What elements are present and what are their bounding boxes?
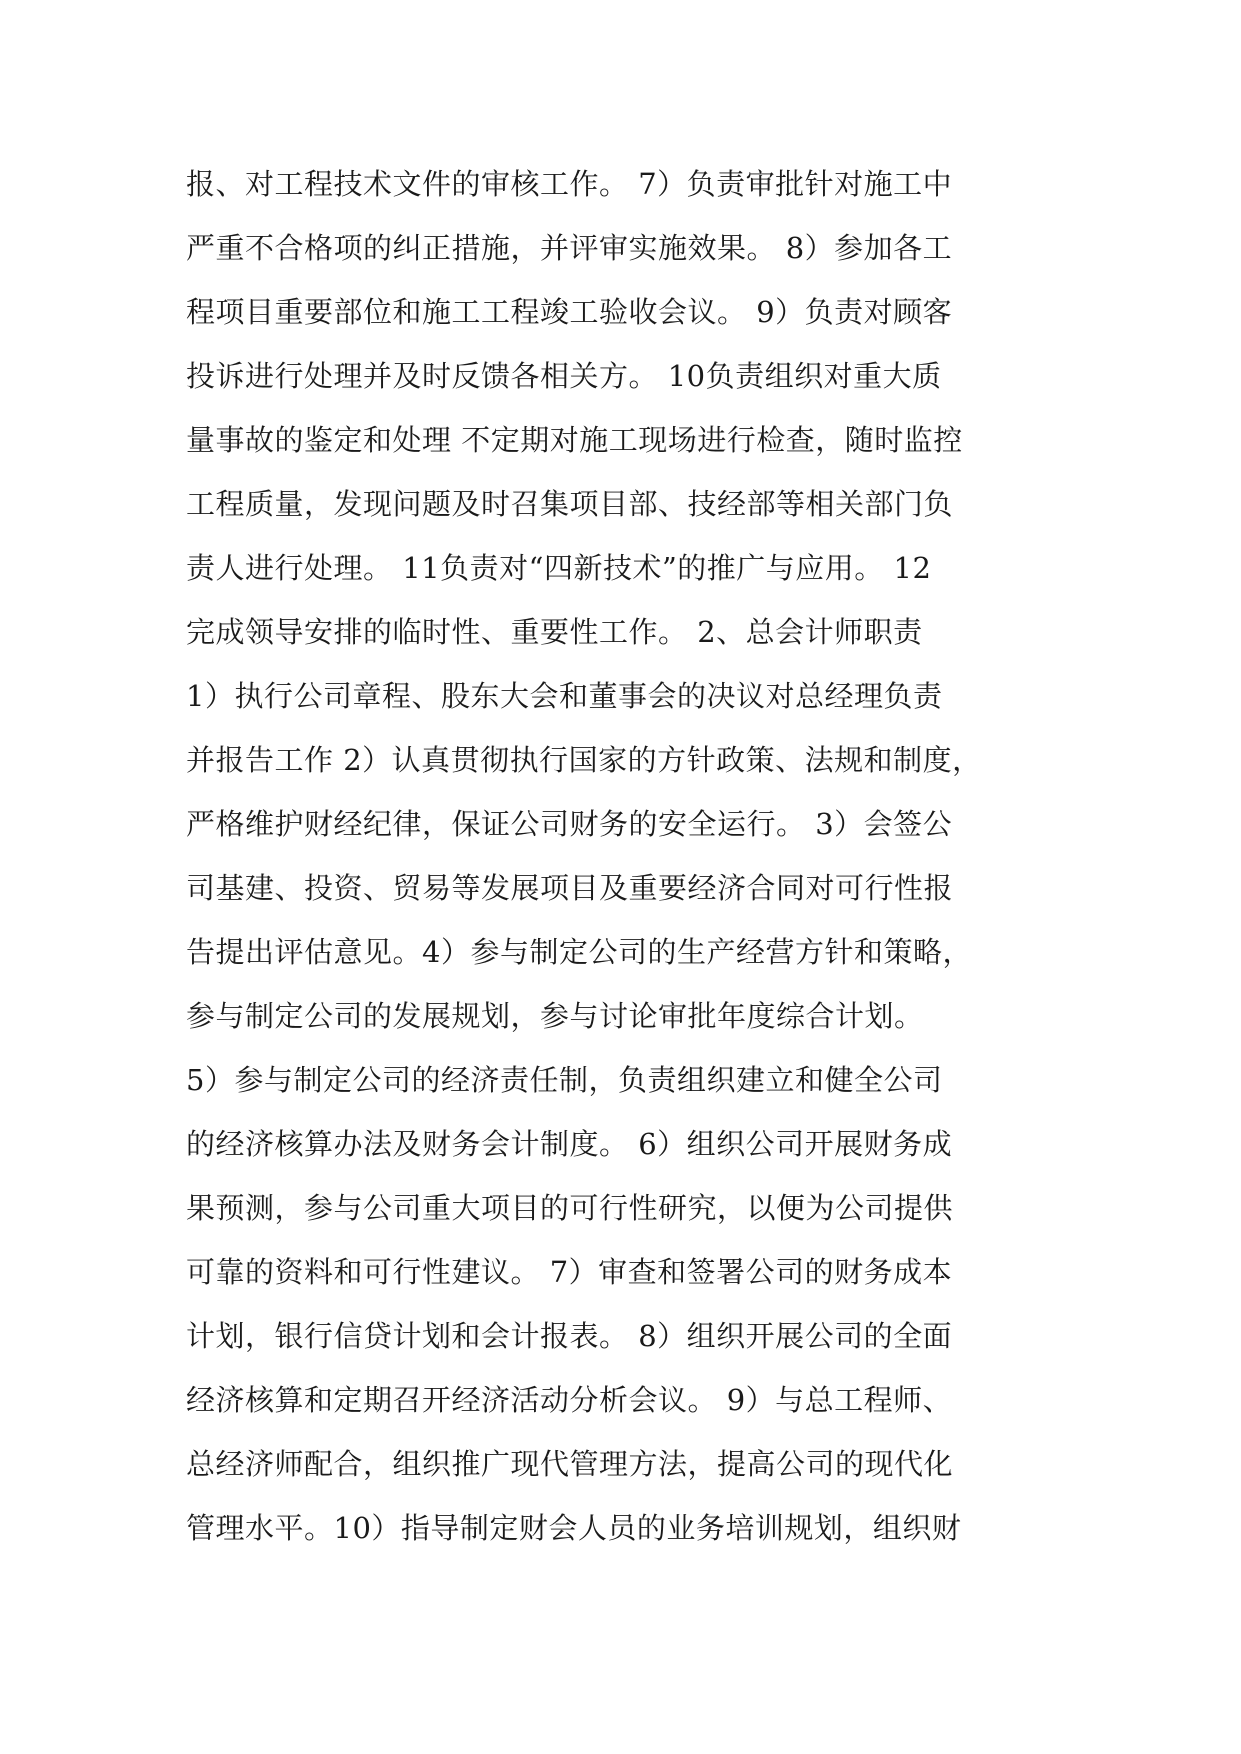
text-line: 责人进行处理。 11负责对“四新技术”的推广与应用。 12 <box>186 551 932 585</box>
text-line: 总经济师配合，组织推广现代管理方法，提高公司的现代化 <box>186 1447 954 1481</box>
text-line: 果预测，参与公司重大项目的可行性研究，以便为公司提供 <box>186 1191 954 1225</box>
text-line: 参与制定公司的发展规划，参与讨论审批年度综合计划。 <box>186 999 924 1033</box>
body-text <box>186 152 1066 1560</box>
text-line: 量事故的鉴定和处理 不定期对施工现场进行检查，随时监控 <box>186 423 963 457</box>
text-line: 5）参与制定公司的经济责任制，负责组织建立和健全公司 <box>186 1063 943 1097</box>
text-line: 完成领导安排的临时性、重要性工作。 2、总会计师职责 <box>186 615 923 649</box>
text-line: 管理水平。10）指导制定财会人员的业务培训规划，组织财 <box>186 1511 962 1545</box>
text-line: 的经济核算办法及财务会计制度。 6）组织公司开展财务成 <box>186 1127 953 1161</box>
text-line: 司基建、投资、贸易等发展项目及重要经济合同对可行性报 <box>186 871 954 905</box>
text-line: 严重不合格项的纠正措施，并评审实施效果。 8）参加各工 <box>186 231 953 265</box>
text-line: 并报告工作 2）认真贯彻执行国家的方针政策、法规和制度， <box>186 743 982 777</box>
text-line: 计划，银行信贷计划和会计报表。 8）组织开展公司的全面 <box>186 1319 953 1353</box>
text-line: 工程质量，发现问题及时召集项目部、技经部等相关部门负 <box>186 487 954 521</box>
text-line: 可靠的资料和可行性建议。 7）审查和签署公司的财务成本 <box>186 1255 953 1289</box>
text-line: 1）执行公司章程、股东大会和董事会的决议对总经理负责 <box>186 679 943 713</box>
text-line: 报、对工程技术文件的审核工作。 7）负责审批针对施工中 <box>186 167 953 201</box>
text-line: 投诉进行处理并及时反馈各相关方。 10负责组织对重大质 <box>186 359 942 393</box>
text-line: 经济核算和定期召开经济活动分析会议。 9）与总工程师、 <box>186 1383 953 1417</box>
text-line: 告提出评估意见。4）参与制定公司的生产经营方针和策略， <box>186 935 972 969</box>
text-line: 程项目重要部位和施工工程竣工验收会议。 9）负责对顾客 <box>186 295 953 329</box>
text-line: 严格维护财经纪律，保证公司财务的安全运行。 3）会签公 <box>186 807 953 841</box>
